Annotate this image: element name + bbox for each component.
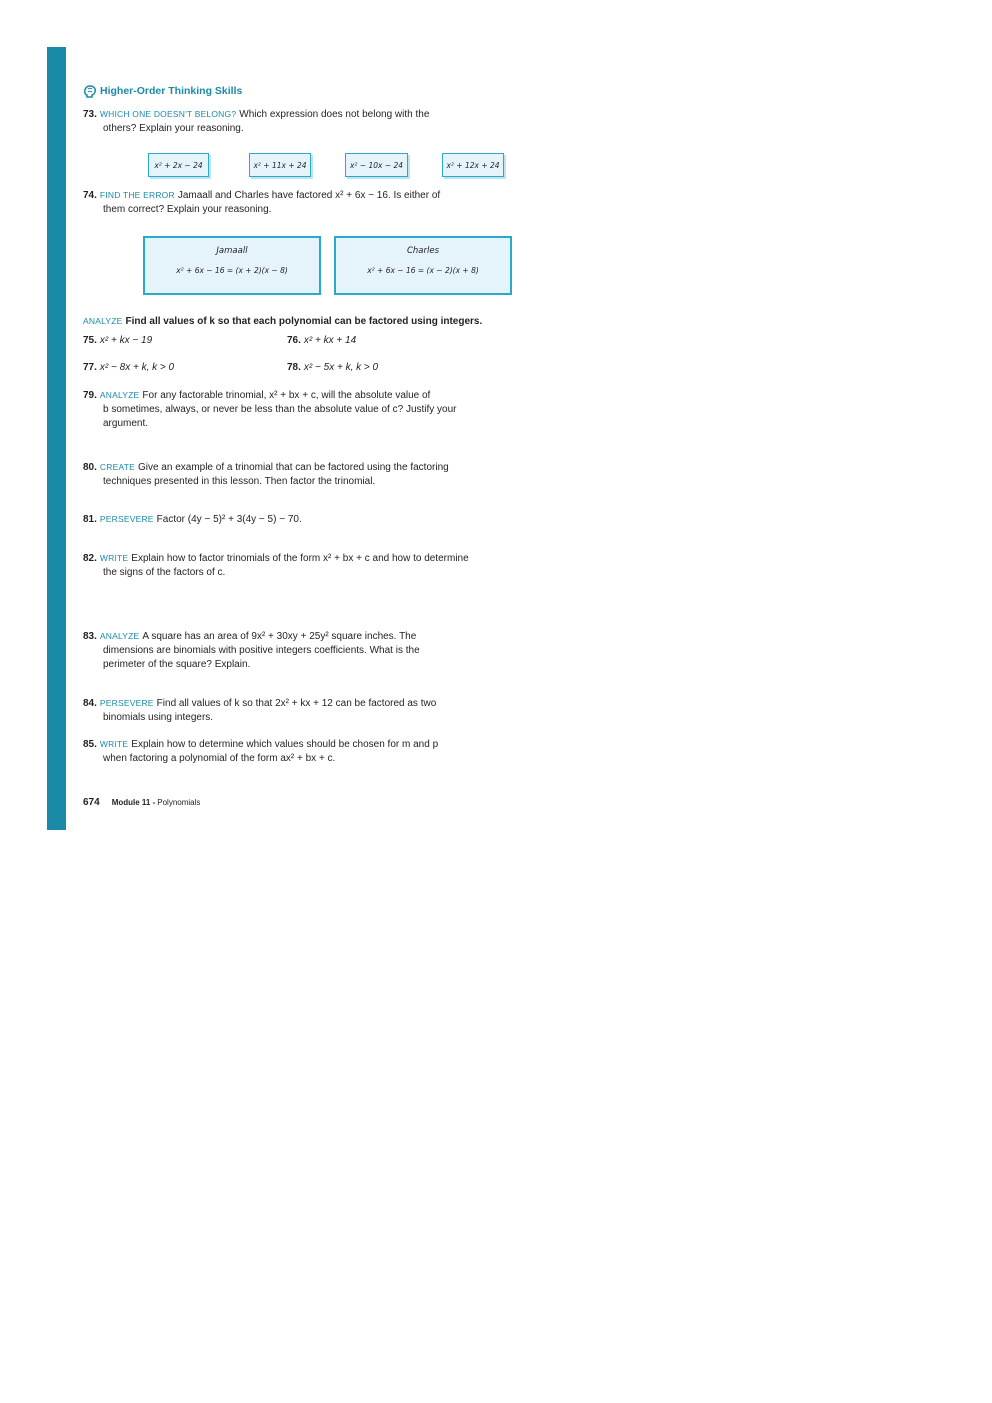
- page-footer: [83, 797, 200, 808]
- question-text: Find all values of k so that 2x² + kx + 12 can be factored as two: [156, 698, 437, 709]
- question-78: [287, 361, 378, 375]
- expression-text: x² + 11x + 24: [253, 160, 307, 170]
- question-80: [83, 460, 449, 489]
- question-text: b sometimes, always, or never be less than the absolute value of c? Justify your: [103, 404, 457, 415]
- question-text: x² + kx + 14: [303, 335, 357, 346]
- charles-work-card: [334, 236, 512, 295]
- question-85: [83, 737, 438, 766]
- question-text: them correct? Explain your reasoning.: [103, 204, 272, 215]
- question-number: 73.: [83, 109, 97, 120]
- question-82: [83, 551, 469, 580]
- question-text: binomials using integers.: [103, 712, 214, 723]
- expression-card: [249, 153, 311, 177]
- expression-card: [148, 153, 209, 177]
- question-number: 74.: [83, 190, 97, 201]
- instruction-tag: ANALYZE: [83, 316, 123, 326]
- question-number: 83.: [83, 631, 97, 642]
- student-name: Charles: [406, 246, 440, 256]
- question-number: 84.: [83, 698, 97, 709]
- module-label: Module 11 -: [111, 798, 156, 807]
- question-text: For any factorable trinomial, x² + bx + c, will the absolute value of: [142, 390, 431, 401]
- question-number: 79.: [83, 390, 97, 401]
- section-title: Higher-Order Thinking Skills: [100, 85, 243, 97]
- question-text: argument.: [103, 418, 149, 429]
- question-83: [83, 629, 420, 672]
- question-tag: CREATE: [99, 462, 135, 472]
- question-text: x² − 5x + k, k > 0: [303, 362, 379, 373]
- question-text: perimeter of the square? Explain.: [103, 659, 251, 670]
- question-text: Explain how to determine which values should be chosen for m and p: [131, 739, 439, 750]
- question-tag: WHICH ONE DOESN'T BELONG?: [99, 109, 237, 119]
- question-text: dimensions are binomials with positive integers coefficients. What is the: [103, 645, 420, 656]
- module-title: Polynomials: [157, 798, 201, 807]
- question-text: Which expression does not belong with the: [239, 109, 430, 120]
- question-text: Factor (4y − 5)² + 3(4y − 5) − 70.: [156, 514, 302, 525]
- question-text: when factoring a polynomial of the form ax² + bx + c.: [103, 753, 336, 764]
- student-work: x² + 6x − 16 = (x + 2)(x − 8): [176, 266, 288, 275]
- question-number: 81.: [83, 514, 97, 525]
- instruction-text: Find all values of k so that each polynomial can be factored using integers.: [125, 316, 483, 327]
- question-tag: PERSEVERE: [99, 698, 154, 708]
- question-text: Give an example of a trinomial that can be factored using the factoring: [137, 462, 449, 473]
- jamaall-work-card: [143, 236, 321, 295]
- question-text: Explain how to factor trinomials of the form x² + bx + c and how to determine: [131, 553, 469, 564]
- question-tag: FIND THE ERROR: [99, 190, 175, 200]
- question-number: 85.: [83, 739, 97, 750]
- expression-text: x² + 12x + 24: [446, 160, 500, 170]
- expression-card: [442, 153, 504, 177]
- expression-text: x² − 10x − 24: [349, 160, 404, 170]
- question-77: [83, 361, 174, 375]
- question-number: 78.: [287, 362, 301, 373]
- page-sidebar-bar: [47, 47, 66, 830]
- brain-icon: [83, 84, 97, 98]
- question-tag: WRITE: [99, 553, 129, 563]
- analyze-instructions: [83, 314, 482, 329]
- question-tag: WRITE: [99, 739, 129, 749]
- question-text: x² + kx − 19: [99, 335, 153, 346]
- section-heading: [83, 84, 242, 98]
- question-number: 75.: [83, 335, 97, 346]
- question-79: [83, 388, 457, 431]
- question-tag: PERSEVERE: [99, 514, 154, 524]
- page-number: 674: [83, 797, 100, 808]
- question-75: [83, 334, 152, 348]
- question-84: [83, 696, 436, 725]
- question-text: x² − 8x + k, k > 0: [99, 362, 175, 373]
- question-number: 82.: [83, 553, 97, 564]
- question-tag: ANALYZE: [99, 390, 140, 400]
- expression-card: [345, 153, 408, 177]
- question-tag: ANALYZE: [99, 631, 140, 641]
- question-text: Jamaall and Charles have factored x² + 6x − 16. Is either of: [177, 190, 441, 201]
- question-76: [287, 334, 356, 348]
- question-81: [83, 512, 302, 527]
- question-number: 80.: [83, 462, 97, 473]
- question-number: 77.: [83, 362, 97, 373]
- question-text: the signs of the factors of c.: [103, 567, 226, 578]
- question-number: 76.: [287, 335, 301, 346]
- question-text: others? Explain your reasoning.: [103, 123, 244, 134]
- question-text: A square has an area of 9x² + 30xy + 25y² square inches. The: [142, 631, 417, 642]
- student-work: x² + 6x − 16 = (x − 2)(x + 8): [367, 266, 479, 275]
- expression-text: x² + 2x − 24: [154, 160, 203, 170]
- question-text: techniques presented in this lesson. Then factor the trinomial.: [103, 476, 376, 487]
- student-name: Jamaall: [216, 246, 248, 256]
- question-74: [83, 188, 440, 217]
- question-73: [83, 107, 429, 136]
